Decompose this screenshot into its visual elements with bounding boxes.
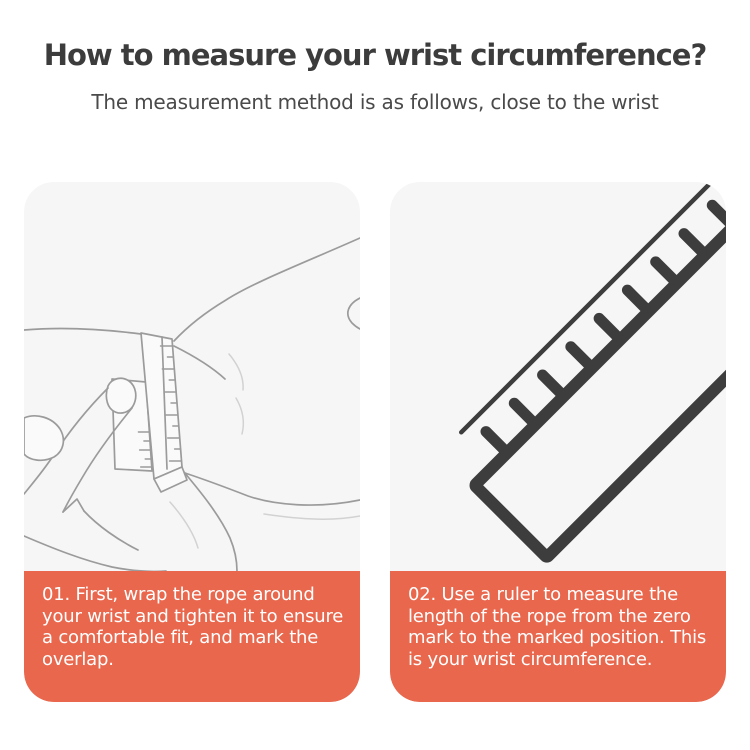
wrist-with-tape-illustration xyxy=(24,182,360,571)
step-1-illustration xyxy=(24,182,360,571)
step-2-caption: 02. Use a ruler to measure the length of the rope from the zero mark to the marked position. This is your wrist circumference. xyxy=(390,571,726,702)
step-1-card xyxy=(24,182,360,702)
rope-line xyxy=(461,182,726,432)
step-2-card xyxy=(390,182,726,702)
page-title: How to measure your wrist circumference? xyxy=(43,38,707,72)
step-1-caption: 01. First, wrap the rope around your wrist and tighten it to ensure a comfortable fit, and mark the overlap. xyxy=(24,571,360,702)
steps-row xyxy=(24,182,726,702)
step-2-illustration xyxy=(390,182,726,571)
thumb xyxy=(24,416,63,460)
measured-arm xyxy=(24,238,360,571)
page-subtitle: The measurement method is as follows, close to the wrist xyxy=(91,89,659,114)
ruler-illustration xyxy=(390,182,726,571)
header xyxy=(0,0,750,114)
